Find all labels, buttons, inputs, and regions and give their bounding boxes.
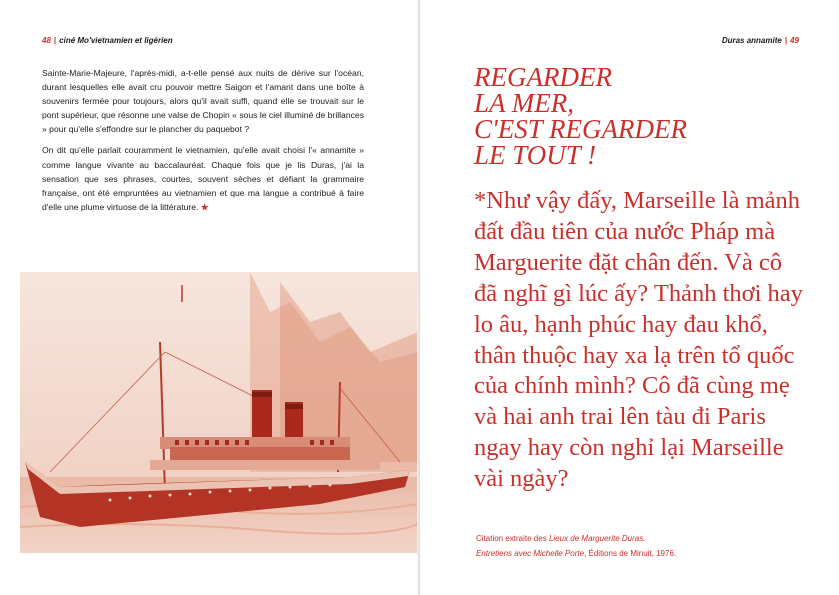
superstructure xyxy=(170,447,350,461)
left-page-number: 48 xyxy=(42,36,51,45)
deck xyxy=(150,460,380,470)
right-running-head-text: Duras annamite xyxy=(721,36,782,45)
caption-book-title: Lieux de Marguerite Duras. xyxy=(548,534,646,543)
steamship-illustration xyxy=(20,272,418,553)
body-text xyxy=(42,66,364,221)
header-separator: | xyxy=(784,36,788,45)
end-mark-star-icon: ★ xyxy=(200,201,209,212)
caption-interview-title: Entretiens avec Michelle Porte xyxy=(476,549,585,558)
left-running-head-text: ciné Mo'vietnamien et ligérien xyxy=(59,36,173,45)
left-page xyxy=(0,0,419,595)
paragraph-2-text: On dit qu'elle parlait couramment le vietnamien, qu'elle avait choisi l'« annamite » comme langue vivante au baccalauréat. Chaque fois que je lis Duras, j'ai la sensation que ses phrases, courtes, souvent sèches et défiant la grammaire française, ont été empruntées au vietnamien et que ma langue a contribué à faire d'elle une plume virtuose de la littérature. xyxy=(42,145,364,212)
citation-caption xyxy=(476,531,796,561)
caption-line-1 xyxy=(476,531,796,546)
title-line: C'EST REGARDER xyxy=(474,114,688,144)
title-line: LA MER, xyxy=(474,88,574,118)
steamship-photo xyxy=(20,272,418,553)
header-separator: | xyxy=(53,36,57,45)
left-running-head xyxy=(42,36,173,45)
paragraph-1: Sainte-Marie-Majeure, l'après-midi, a-t-elle pensé aux nuits de dérive sur l'océan, durant lesquelles elle avait cru pouvoir mettre Saigon et l'amant dans une boîte à souvenirs fermée pour toujours, alors qu'il avait suffi, quand elle se trouvait sur le pont supérieur, que résonne une valse de Chopin « sous le ciel illuminé de brillances » pour qu'elle s'effondre sur le plancher du paquebot ? xyxy=(42,68,364,135)
right-running-head xyxy=(722,36,799,45)
caption-prefix: Citation extraite des xyxy=(476,534,549,543)
pull-title xyxy=(474,64,794,168)
title-line: REGARDER xyxy=(474,62,612,92)
funnel xyxy=(252,390,272,438)
caption-publisher: , Éditions de Minuit, 1976. xyxy=(584,549,677,558)
right-page-number: 49 xyxy=(790,36,799,45)
funnel-band xyxy=(285,404,303,409)
vietnamese-quote: *Như vậy đấy, Marseille là mảnh đất đầu tiên của nước Pháp mà Marguerite đặt chân đến. Và cô đã nghĩ gì lúc ấy? Thảnh thơi hay lo âu, hạnh phúc hay đau khổ, thân thuộc hay xa lạ trên tổ quốc của chính mình? Cô đã cùng mẹ và hai anh trai lên tàu đi Paris ngay hay còn nghỉ lại Marseille vài ngày? xyxy=(474,187,803,493)
paragraph-2 xyxy=(42,143,364,213)
caption-line-2 xyxy=(476,546,796,561)
title-line: LE TOUT ! xyxy=(474,140,597,170)
funnel-band xyxy=(252,392,272,397)
